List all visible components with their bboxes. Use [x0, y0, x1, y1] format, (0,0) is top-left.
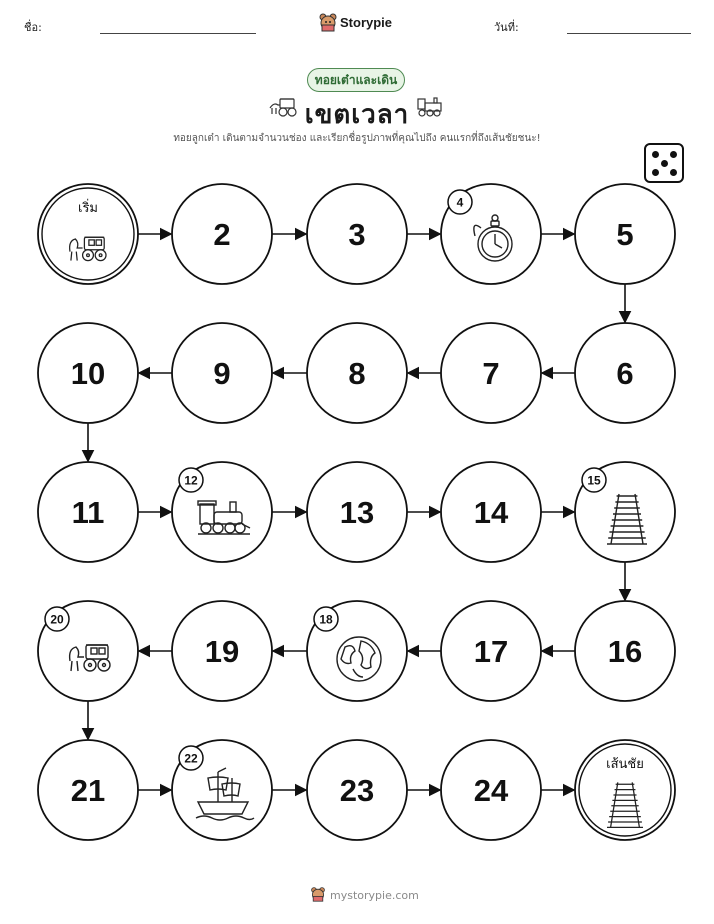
board-space[interactable] [172, 740, 272, 840]
start-space[interactable] [38, 184, 138, 284]
finish-label: เส้นชัย [606, 757, 644, 772]
board-space[interactable] [172, 462, 272, 562]
space-number-badge [314, 607, 338, 631]
space-number: 16 [607, 634, 643, 669]
space-number: 21 [70, 773, 106, 808]
date-label: วันที่: [494, 21, 519, 34]
board-space[interactable] [172, 323, 272, 423]
board-space[interactable] [38, 462, 138, 562]
brand-name: Storypie [340, 15, 393, 30]
board-space[interactable] [441, 462, 541, 562]
footer [310, 886, 419, 906]
space-number-badge [45, 607, 69, 631]
board-space[interactable] [575, 184, 675, 284]
finish-space[interactable] [575, 740, 675, 840]
space-number: 19 [204, 634, 240, 669]
space-number: 6 [616, 356, 634, 391]
space-number-badge [448, 190, 472, 214]
space-number: 17 [473, 634, 509, 669]
space-number: 9 [213, 356, 231, 391]
space-number: 3 [348, 217, 366, 252]
space-number: 24 [473, 773, 509, 808]
space-number: 7 [482, 356, 500, 391]
bear-logo-icon [310, 886, 326, 902]
svg-text:20: 20 [50, 612, 64, 627]
space-number: 5 [616, 217, 634, 252]
space-number: 2 [213, 217, 231, 252]
footer-site[interactable]: mystorypie.com [330, 889, 419, 902]
board-space[interactable] [38, 323, 138, 423]
space-number-badge [179, 746, 203, 770]
board-space[interactable] [38, 601, 138, 701]
board-space[interactable] [307, 601, 407, 701]
board-space[interactable] [307, 740, 407, 840]
space-number: 13 [339, 495, 375, 530]
board-space[interactable] [441, 184, 541, 284]
board-space[interactable] [575, 323, 675, 423]
space-number-badge [582, 468, 606, 492]
space-number: 8 [348, 356, 366, 391]
space-number: 14 [473, 495, 509, 530]
space-number: 10 [70, 356, 106, 391]
page-title: เขตเวลา [304, 100, 410, 130]
svg-text:12: 12 [184, 473, 198, 488]
board-space[interactable] [307, 184, 407, 284]
svg-text:15: 15 [587, 473, 601, 488]
space-number: 23 [339, 773, 375, 808]
svg-text:4: 4 [456, 195, 464, 210]
svg-text:18: 18 [319, 612, 333, 627]
board-space[interactable] [172, 184, 272, 284]
name-label: ชื่อ: [24, 21, 42, 34]
svg-text:22: 22 [184, 751, 198, 766]
board-space[interactable] [307, 323, 407, 423]
board-space[interactable] [307, 462, 407, 562]
space-number-badge [179, 468, 203, 492]
board-space[interactable] [575, 462, 675, 562]
board-space[interactable] [172, 601, 272, 701]
board-space[interactable] [38, 740, 138, 840]
board-space[interactable] [441, 601, 541, 701]
instructions: ทอยลูกเต๋า เดินตามจำนวนช่อง และเรียกชื่อรูปภาพที่คุณไปถึง คนแรกที่ถึงเส้นชัยชนะ! [173, 133, 541, 144]
game-type-badge: ทอยเต๋าและเดิน [307, 68, 405, 92]
start-label: เริ่ม [78, 201, 98, 216]
board-space[interactable] [441, 323, 541, 423]
board-space[interactable] [441, 740, 541, 840]
board-space[interactable] [575, 601, 675, 701]
space-number: 11 [71, 495, 105, 530]
